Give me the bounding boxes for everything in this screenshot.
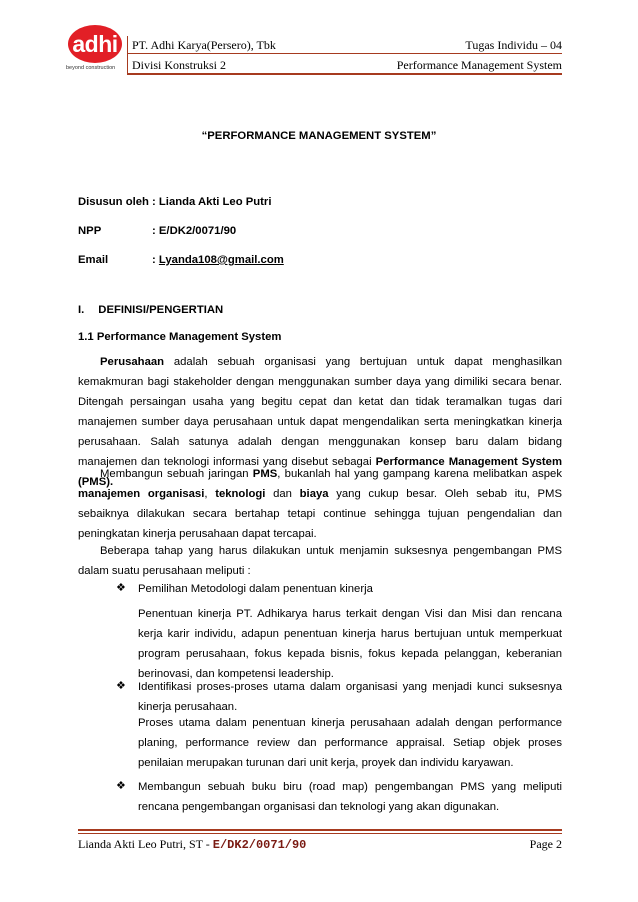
para2-text-4: dan	[265, 488, 300, 500]
para2-bold-4: biaya	[299, 488, 329, 500]
footer-code: E/DK2/0071/90	[212, 838, 307, 852]
logo-mark: adhi	[68, 25, 122, 63]
bullet-3-title: Membangun sebuah buku biru (road map) pengembangan PMS yang meliputi rencana pengembangan organisasi dan teknologi yang akan digunakan.	[138, 781, 562, 813]
document-title: “PERFORMANCE MANAGEMENT SYSTEM”	[201, 130, 437, 142]
header-divider-vertical	[127, 36, 128, 75]
para2-bold-3: teknologi	[215, 488, 266, 500]
para1-text: adalah sebuah organisasi yang bertujuan untuk dapat menghasilkan kemakmuran bagi stakeholder dengan menggunakan sumber daya yang dimiliki secara benar. Ditengah persaingan usaha yang begitu cepat dan ketat dan tidak teramalkan tugas dari manajemen sumber daya perusahaan untuk dapat mengendalikan serta meningkatkan kinerja perusahaan. Salah satunya adalah dengan menggunakan konsep baru dalam bidang manajemen dan teknologi informasi yang disebut sebagai	[78, 356, 562, 468]
paragraph-3: Beberapa tahap yang harus dilakukan untuk menjamin suksesnya pengembangan PMS dalam suatu perusahaan meliputi :	[78, 545, 562, 577]
bullet-2-title: Identifikasi proses-proses utama dalam organisasi yang menjadi kunci suksesnya kinerja perusahaan.	[138, 681, 562, 713]
footer-rule-thin	[78, 833, 562, 834]
header-division: Divisi Konstruksi 2	[132, 58, 227, 72]
para2-text-5: yang cukup besar. Oleh sebab itu, PMS sebaiknya dilakukan secara bertahap tetapi continue sehingga tujuan pengendalian dan peningkatan kinerja perusahaan dapat tercapai.	[78, 488, 562, 540]
header-subject: Performance Management System	[396, 58, 562, 72]
info-npp-label: NPP	[78, 225, 102, 237]
email-link[interactable]: Lyanda108@gmail.com	[158, 254, 284, 266]
bullet-1-title: Pemilihan Metodologi dalam penentuan kinerja	[138, 583, 373, 595]
footer-page-number: Page 2	[529, 837, 562, 851]
info-email-value	[152, 254, 284, 266]
bullet-diamond-icon: ❖	[116, 582, 126, 594]
header-rule	[128, 53, 562, 54]
para2-text-3: ,	[204, 488, 216, 500]
footer-rule	[78, 829, 562, 831]
section-title: DEFINISI/PENGERTIAN	[98, 304, 224, 316]
bullet-diamond-icon: ❖	[116, 680, 126, 692]
para2-bold-2: manajemen organisasi	[78, 488, 205, 500]
logo-tagline: beyond construction	[66, 65, 116, 71]
bullet-diamond-icon: ❖	[116, 780, 126, 792]
subsection-heading: 1.1 Performance Management System	[78, 331, 282, 343]
footer-author	[78, 837, 306, 852]
para2-text-2: , bukanlah hal yang gampang karena melibatkan aspek	[277, 468, 562, 480]
info-email-label: Email	[78, 254, 109, 266]
section-number: I.	[78, 304, 85, 316]
para2-text-1: Membangun sebuah jaringan	[100, 468, 253, 480]
footer-author-name: Lianda Akti Leo Putri, ST -	[78, 837, 213, 851]
info-email-prefix: :	[152, 254, 159, 266]
header-assignment: Tugas Individu – 04	[465, 38, 562, 52]
bullet-1-body: Penentuan kinerja PT. Adhikarya harus terkait dengan Visi dan Misi dan rencana kerja karir individu, adapun penentuan kinerja harus bertujuan untuk memperkuat program perusahaan, fokus kepada bisnis, fokus kepada pelanggan, keberanian berinovasi, dan kompetensi leadership.	[138, 608, 562, 680]
para1-bold-1: Perusahaan	[100, 356, 165, 368]
info-author-value: : Lianda Akti Leo Putri	[152, 196, 272, 208]
paragraph-2	[78, 464, 562, 544]
company-logo	[66, 25, 124, 73]
para2-bold-1: PMS	[252, 468, 278, 480]
section-heading	[78, 304, 223, 316]
para1-bold-2: Performance Management System (PMS).	[78, 456, 562, 488]
header-company: PT. Adhi Karya(Persero), Tbk	[132, 38, 276, 52]
info-npp-value: : E/DK2/0071/90	[152, 225, 237, 237]
bullet-2-body: Proses utama dalam penentuan kinerja perusahaan adalah dengan performance planing, performance review dan performance appraisal. Setiap objek proses penilaian merupakan turunan dari unit kerja, proyek dan individu karyawan.	[138, 717, 562, 769]
info-author-label: Disusun oleh	[78, 196, 149, 208]
header-rule-bottom	[128, 73, 562, 75]
